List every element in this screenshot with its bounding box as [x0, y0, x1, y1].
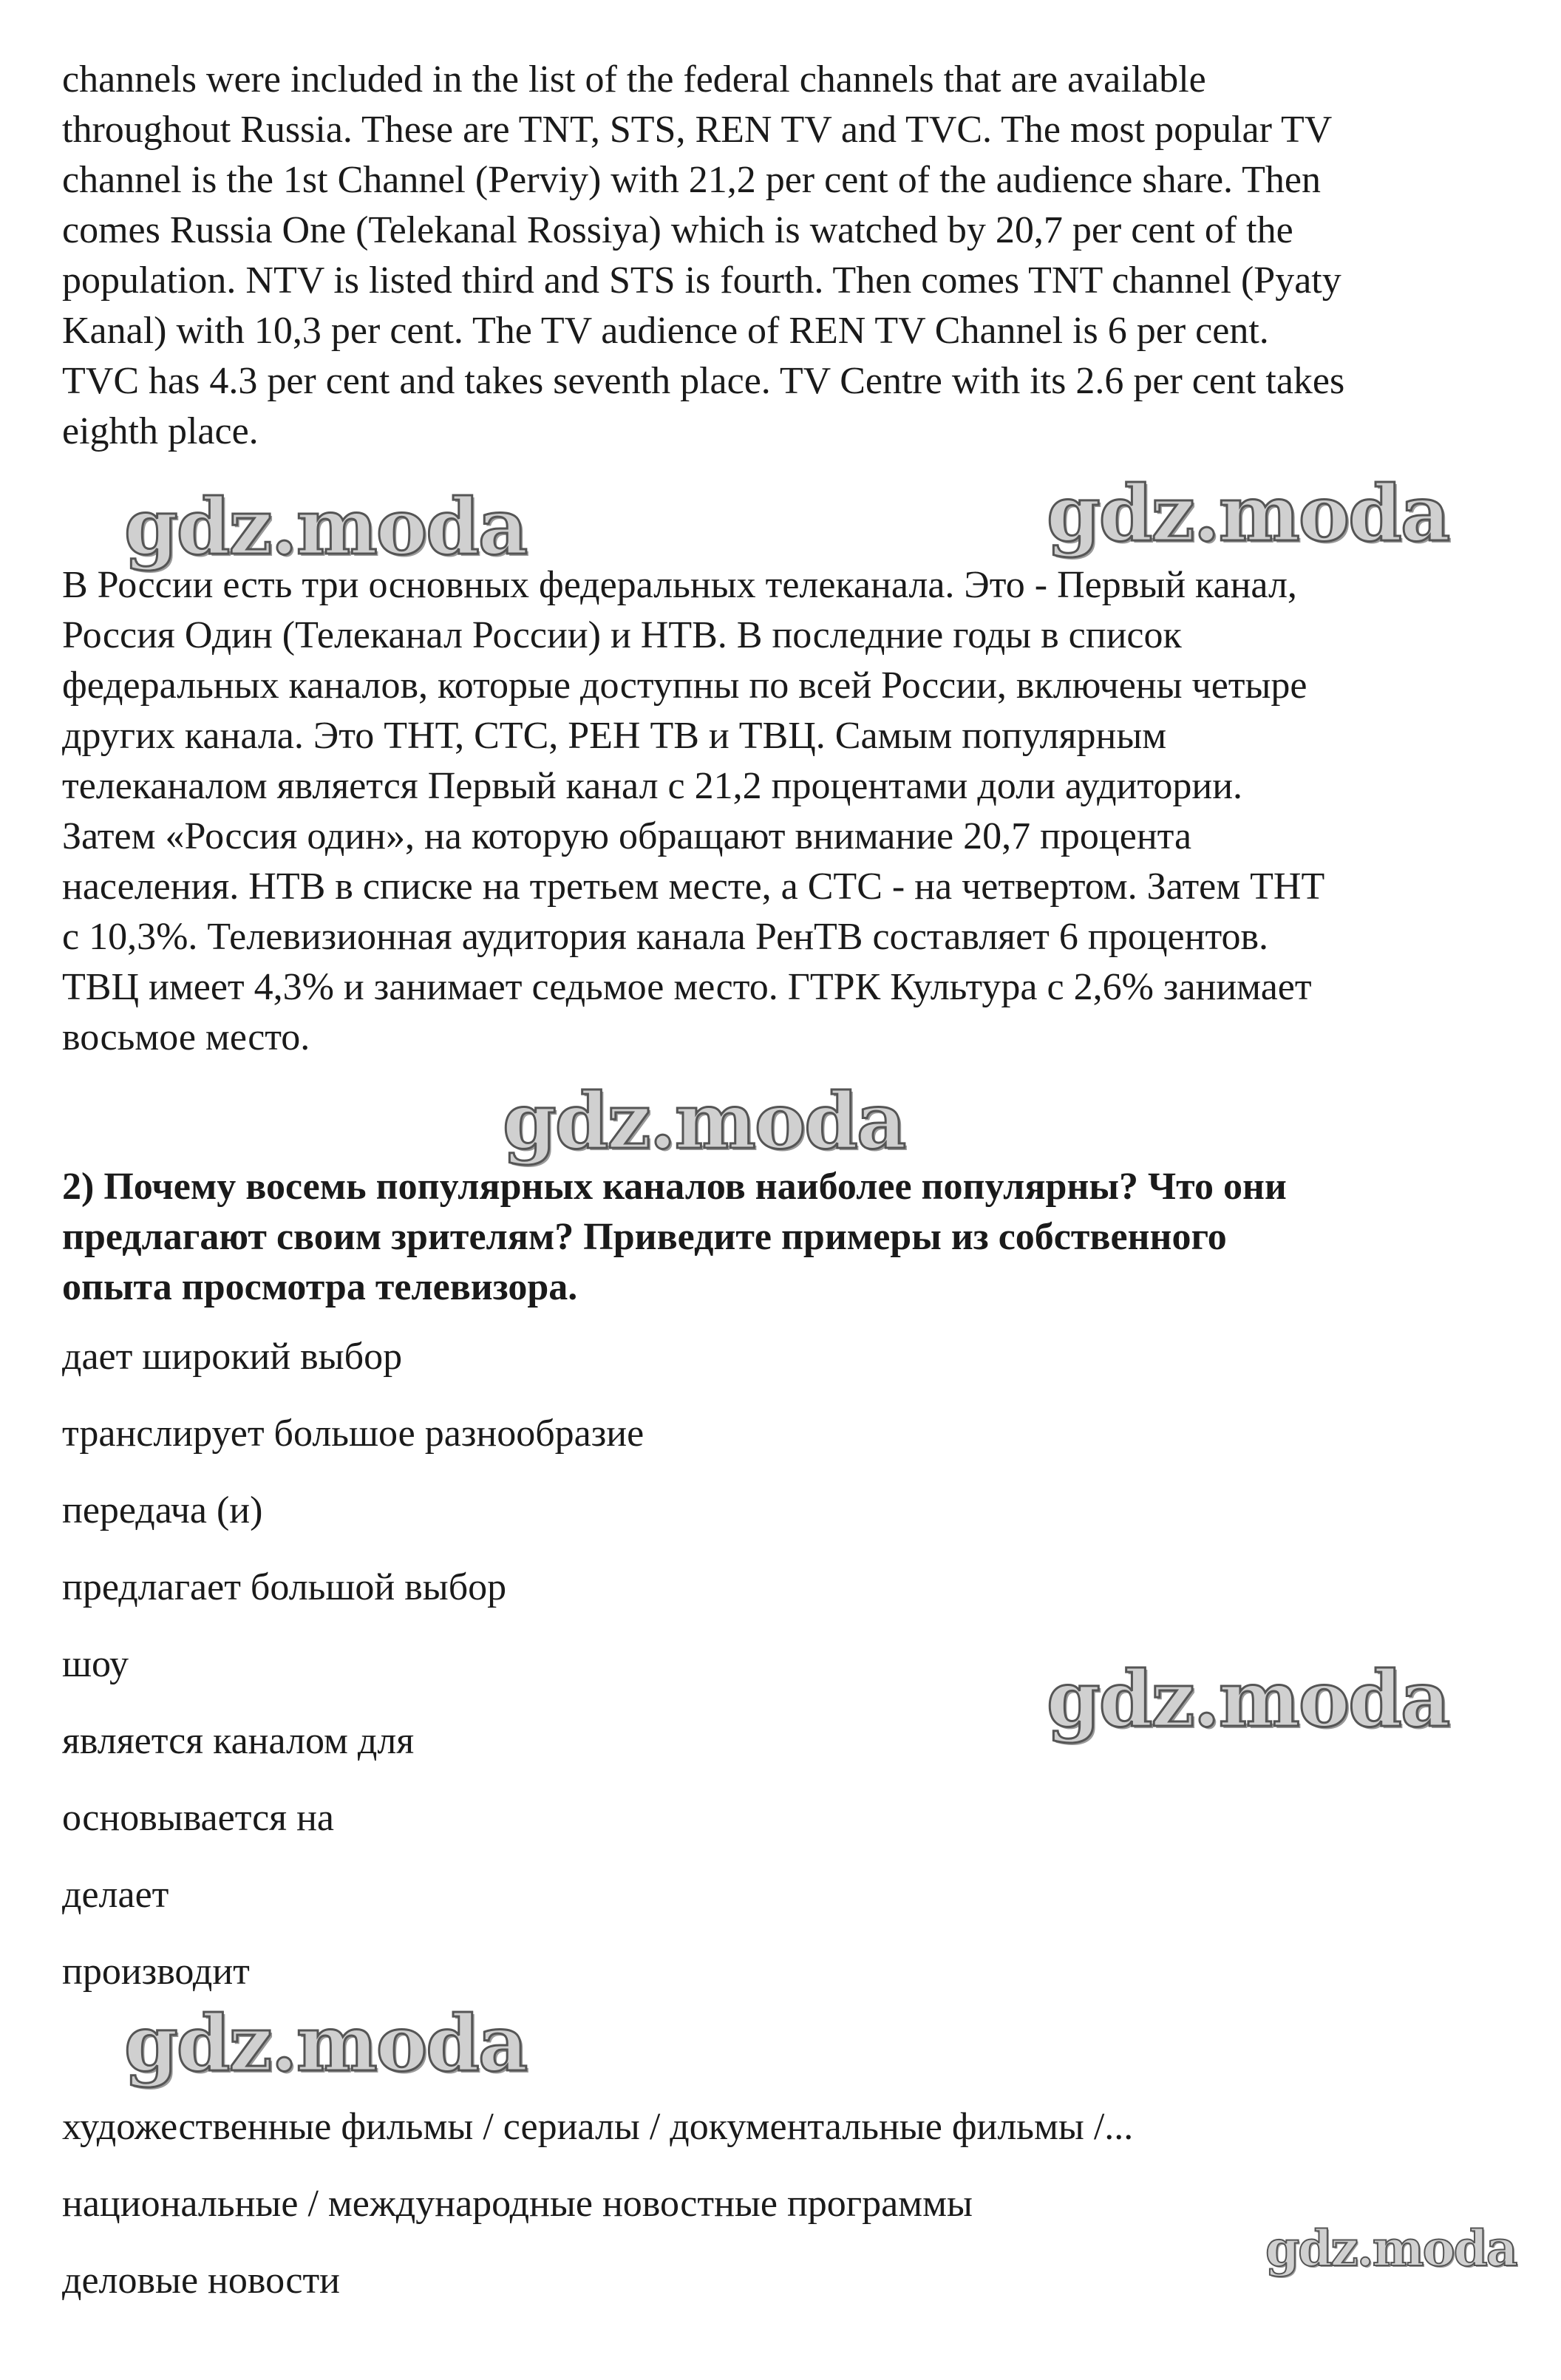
text-line: Kanal) with 10,3 per cent. The TV audience of REN TV Channel is 6 per cent. [62, 310, 1269, 352]
text-line: Затем «Россия один», на которую обращают внимание 20,7 процента [62, 815, 1192, 857]
text-line: channel is the 1st Channel (Perviy) with 21,2 per cent of the audience share. Then [62, 159, 1321, 201]
text-line: TVC has 4.3 per cent and takes seventh place. TV Centre with its 2.6 per cent takes [62, 360, 1345, 402]
watermark-logo: gdz.moda [503, 1075, 905, 1166]
text-line: population. NTV is listed third and STS is fourth. Then comes TNT channel (Pyaty [62, 259, 1341, 302]
phrase-item: основывается на [62, 1797, 334, 1839]
text-line: восьмое место. [62, 1016, 310, 1058]
example-item: деловые новости [62, 2260, 341, 2302]
english-paragraph [62, 55, 1511, 457]
text-line: throughout Russia. These are TNT, STS, REN TV and TVC. The most popular TV [62, 109, 1333, 151]
phrase-item: дает широкий выбор [62, 1336, 403, 1378]
question-line: 2) Почему восемь популярных каналов наиболее популярны? Что они [62, 1166, 1287, 1208]
phrase-item: делает [62, 1874, 169, 1916]
text-line: Россия Один (Телеканал России) и НТВ. В последние годы в список [62, 614, 1182, 656]
phrase-item: предлагает большой выбор [62, 1566, 507, 1608]
text-line: федеральных каналов, которые доступны по всей России, включены четыре [62, 664, 1307, 707]
question-line: опыта просмотра телевизора. [62, 1266, 578, 1308]
watermark-logo: gdz.moda [1265, 2220, 1517, 2277]
watermark-logo: gdz.moda [124, 481, 527, 572]
watermark-logo: gdz.moda [1047, 468, 1449, 559]
text-line: В России есть три основных федеральных телеканала. Это - Первый канал, [62, 564, 1297, 606]
watermark-logo: gdz.moda [124, 1998, 527, 2089]
text-line: других канала. Это ТНТ, СТС, РЕН ТВ и ТВЦ. Самым популярным [62, 715, 1167, 757]
text-line: channels were included in the list of the federal channels that are available [62, 58, 1206, 101]
phrase-item: шоу [62, 1643, 129, 1685]
russian-paragraph [62, 560, 1511, 1063]
question-heading [62, 1162, 1511, 1313]
text-line: населения. НТВ в списке на третьем месте, а СТС - на четвертом. Затем ТНТ [62, 866, 1325, 908]
text-line: ТВЦ имеет 4,3% и занимает седьмое место. ГТРК Культура с 2,6% занимает [62, 966, 1312, 1008]
text-line: eighth place. [62, 410, 259, 452]
phrase-item: производит [62, 1951, 250, 1993]
watermark-logo: gdz.moda [1047, 1653, 1449, 1744]
text-line: с 10,3%. Телевизионная аудитория канала РенТВ составляет 6 процентов. [62, 916, 1269, 958]
example-item: художественные фильмы / сериалы / документальные фильмы /... [62, 2106, 1134, 2148]
text-line: comes Russia One (Telekanal Rossiya) which is watched by 20,7 per cent of the [62, 209, 1293, 251]
phrase-item: является каналом для [62, 1720, 415, 1762]
phrase-item: транслирует большое разнообразие [62, 1412, 645, 1455]
question-line: предлагают своим зрителям? Приведите примеры из собственного [62, 1216, 1227, 1258]
text-line: телеканалом является Первый канал с 21,2 процентами доли аудитории. [62, 765, 1243, 807]
phrase-item: передача (и) [62, 1489, 263, 1531]
example-item: национальные / международные новостные программы [62, 2183, 973, 2225]
